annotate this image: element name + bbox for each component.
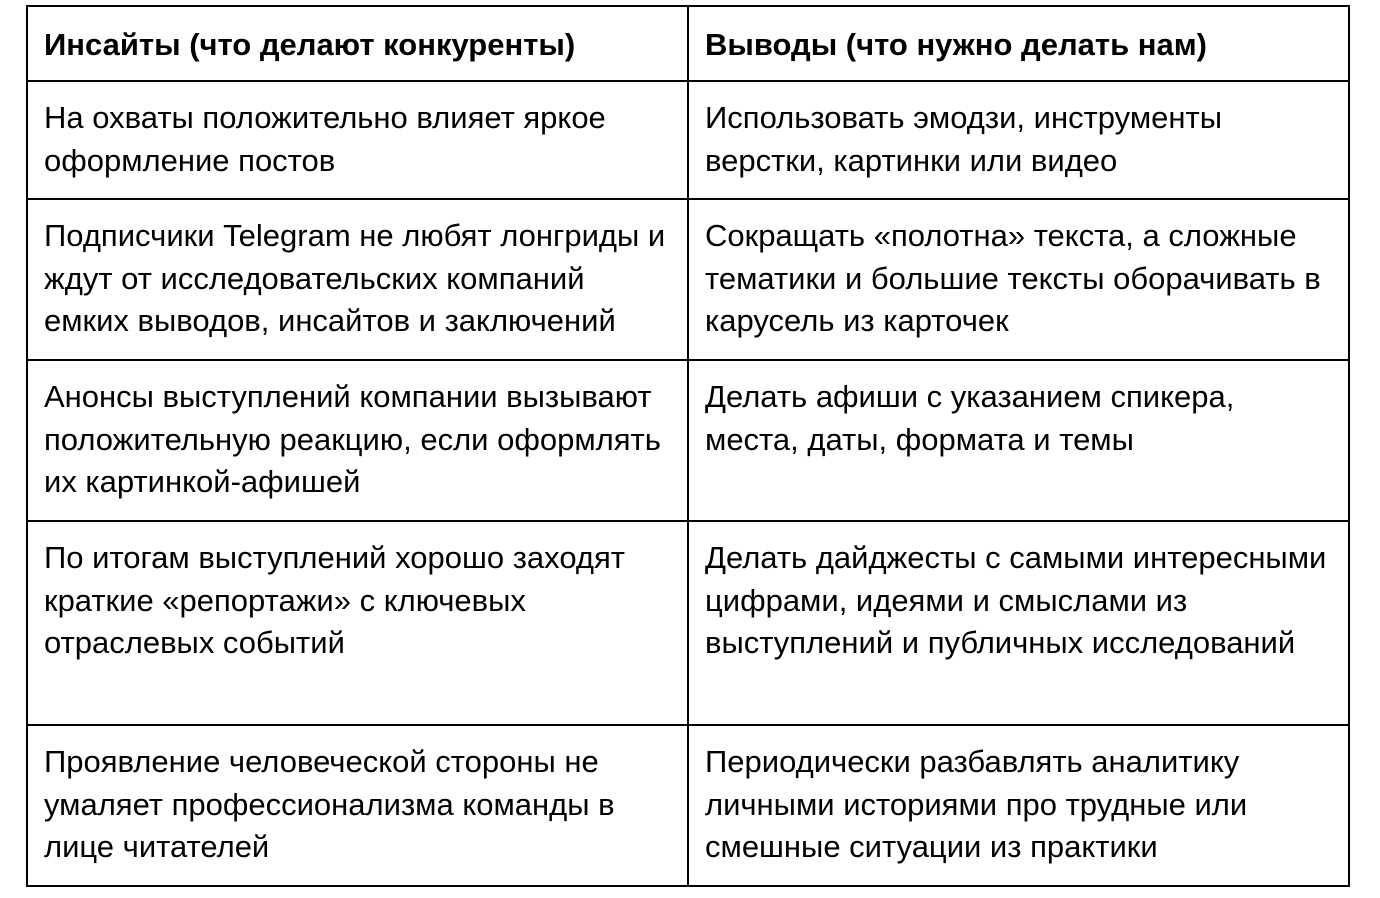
- conclusion-cell: Сокращать «полотна» текста, а сложные тематики и большие тексты оборачивать в карусель из карточек: [688, 199, 1349, 360]
- table-row: [27, 725, 1349, 886]
- table-row: [27, 81, 1349, 199]
- header-conclusions: Выводы (что нужно делать нам): [688, 6, 1349, 81]
- insights-table: [26, 5, 1350, 887]
- conclusion-cell: Использовать эмодзи, инструменты верстки, картинки или видео: [688, 81, 1349, 199]
- table-row: [27, 521, 1349, 725]
- insight-cell: Подписчики Telegram не любят лонгриды и ждут от исследовательских компаний емких выводов, инсайтов и заключений: [27, 199, 688, 360]
- insight-cell: Анонсы выступлений компании вызывают положительную реакцию, если оформлять их картинкой-афишей: [27, 360, 688, 521]
- conclusion-cell: Делать дайджесты с самыми интересными цифрами, идеями и смыслами из выступлений и публичных исследований: [688, 521, 1349, 725]
- conclusion-cell: Делать афиши с указанием спикера, места, даты, формата и темы: [688, 360, 1349, 521]
- insight-cell: По итогам выступлений хорошо заходят краткие «репортажи» с ключевых отраслевых событий: [27, 521, 688, 725]
- insight-cell: Проявление человеческой стороны не умаляет профессионализма команды в лице читателей: [27, 725, 688, 886]
- conclusion-cell: Периодически разбавлять аналитику личными историями про трудные или смешные ситуации из практики: [688, 725, 1349, 886]
- insight-cell: На охваты положительно влияет яркое оформление постов: [27, 81, 688, 199]
- table-row: [27, 199, 1349, 360]
- header-insights: Инсайты (что делают конкуренты): [27, 6, 688, 81]
- table-header-row: [27, 6, 1349, 81]
- table-row: [27, 360, 1349, 521]
